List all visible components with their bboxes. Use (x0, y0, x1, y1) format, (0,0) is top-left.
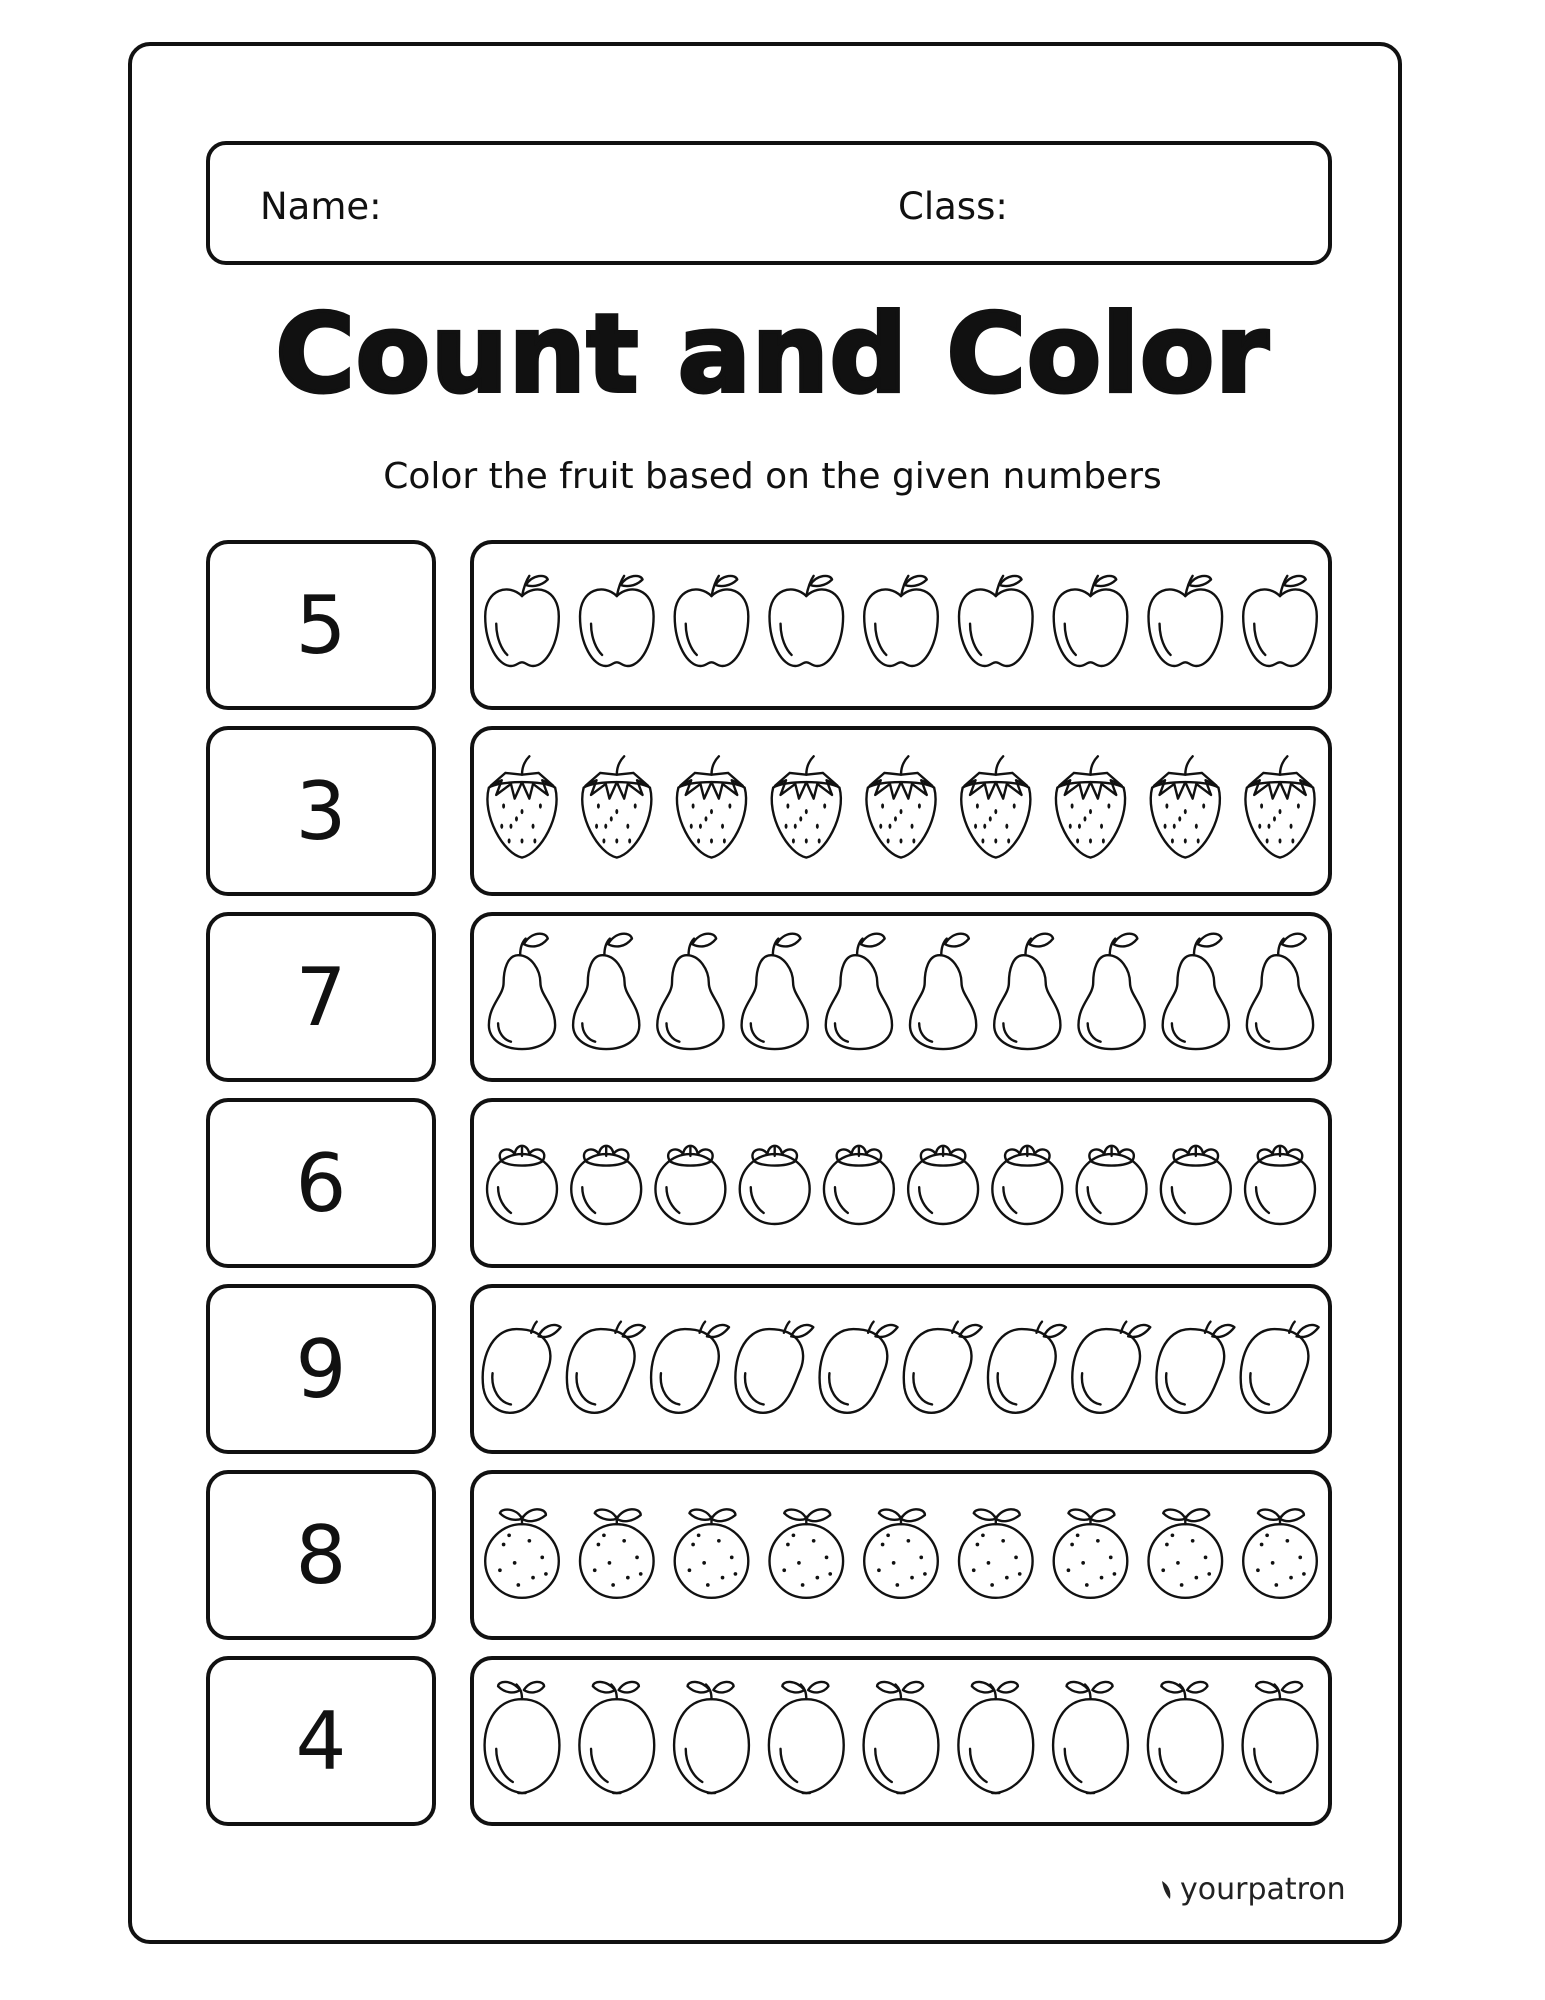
apple-icon[interactable] (770, 576, 844, 666)
pear-icon[interactable] (489, 934, 555, 1049)
lemon-icon[interactable] (1243, 1682, 1318, 1793)
strawberry-icon[interactable] (1151, 756, 1220, 857)
strawberry-icon[interactable] (487, 756, 556, 857)
strawberry-icon[interactable] (582, 756, 651, 857)
fruit-box (470, 726, 1332, 896)
fruit-strip (474, 544, 1328, 706)
mango-icon[interactable] (1156, 1322, 1234, 1413)
lemon-icon[interactable] (769, 1682, 844, 1793)
number-box: 6 (206, 1098, 436, 1268)
pear-icon[interactable] (573, 934, 639, 1049)
orange-icon[interactable] (1054, 1509, 1128, 1598)
lemon-icon[interactable] (958, 1682, 1033, 1793)
pear-icon[interactable] (657, 934, 723, 1049)
pear-icon[interactable] (742, 934, 808, 1049)
strawberry-icon[interactable] (1245, 756, 1314, 857)
pear-icon[interactable] (826, 934, 892, 1049)
mangosteen-icon[interactable] (1077, 1146, 1147, 1224)
mango-icon[interactable] (567, 1322, 645, 1413)
mangosteen-icon[interactable] (1161, 1146, 1231, 1224)
mango-icon[interactable] (1072, 1322, 1150, 1413)
mangosteen-icon[interactable] (487, 1146, 557, 1224)
fruit-box (470, 912, 1332, 1082)
class-label: Class: (898, 185, 1008, 228)
fruit-box (470, 1656, 1332, 1826)
fruit-box (470, 540, 1332, 710)
mango-icon[interactable] (820, 1322, 898, 1413)
mangosteen-icon[interactable] (824, 1146, 894, 1224)
fruit-row (206, 912, 1332, 1082)
orange-icon[interactable] (675, 1509, 749, 1598)
mango-icon[interactable] (483, 1322, 561, 1413)
fruit-box (470, 1098, 1332, 1268)
lemon-icon[interactable] (485, 1682, 560, 1793)
apple-icon[interactable] (580, 576, 654, 666)
fruit-row (206, 1656, 1332, 1826)
fruit-strip (474, 1102, 1328, 1264)
pear-icon[interactable] (994, 934, 1060, 1049)
lemon-icon[interactable] (864, 1682, 939, 1793)
fruit-box (470, 1470, 1332, 1640)
mangosteen-icon[interactable] (571, 1146, 641, 1224)
mango-icon[interactable] (904, 1322, 982, 1413)
instructions: Color the fruit based on the given numbers (383, 456, 1162, 497)
mangosteen-icon[interactable] (740, 1146, 810, 1224)
fruit-row (206, 540, 1332, 710)
strawberry-icon[interactable] (772, 756, 841, 857)
number-box: 4 (206, 1656, 436, 1826)
name-label: Name: (260, 185, 382, 228)
apple-icon[interactable] (1243, 576, 1317, 666)
apple-icon[interactable] (959, 576, 1033, 666)
orange-icon[interactable] (959, 1509, 1033, 1598)
apple-icon[interactable] (485, 576, 559, 666)
mango-icon[interactable] (651, 1322, 729, 1413)
fruit-strip (474, 916, 1328, 1078)
strawberry-icon[interactable] (866, 756, 935, 857)
orange-icon[interactable] (770, 1509, 844, 1598)
fruit-strip (474, 730, 1328, 892)
orange-icon[interactable] (1149, 1509, 1223, 1598)
pear-icon[interactable] (1078, 934, 1144, 1049)
orange-icon[interactable] (1243, 1509, 1317, 1598)
apple-icon[interactable] (864, 576, 938, 666)
lemon-icon[interactable] (674, 1682, 749, 1793)
fruit-row (206, 726, 1332, 896)
mango-icon[interactable] (988, 1322, 1066, 1413)
mangosteen-icon[interactable] (1245, 1146, 1315, 1224)
number-box: 3 (206, 726, 436, 896)
fruit-row (206, 1284, 1332, 1454)
fruit-row (206, 1098, 1332, 1268)
pear-icon[interactable] (1163, 934, 1229, 1049)
apple-icon[interactable] (675, 576, 749, 666)
mango-icon[interactable] (1241, 1322, 1319, 1413)
brand-logo (1160, 1872, 1346, 1907)
orange-icon[interactable] (580, 1509, 654, 1598)
strawberry-icon[interactable] (1056, 756, 1125, 857)
name-class-box (206, 141, 1332, 265)
mangosteen-icon[interactable] (908, 1146, 978, 1224)
mango-icon[interactable] (735, 1322, 813, 1413)
fruit-row (206, 1470, 1332, 1640)
lemon-icon[interactable] (1148, 1682, 1223, 1793)
fruit-box (470, 1284, 1332, 1454)
number-box: 9 (206, 1284, 436, 1454)
fruit-strip (474, 1288, 1328, 1450)
lemon-icon[interactable] (1053, 1682, 1128, 1793)
number-box: 5 (206, 540, 436, 710)
brand-text: yourpatron (1180, 1872, 1346, 1907)
pear-icon[interactable] (1247, 934, 1313, 1049)
orange-icon[interactable] (485, 1509, 559, 1598)
orange-icon[interactable] (864, 1509, 938, 1598)
fruit-strip (474, 1660, 1328, 1822)
leaf-icon (1160, 1879, 1174, 1901)
apple-icon[interactable] (1054, 576, 1128, 666)
apple-icon[interactable] (1149, 576, 1223, 666)
number-box: 7 (206, 912, 436, 1082)
number-box: 8 (206, 1470, 436, 1640)
strawberry-icon[interactable] (961, 756, 1030, 857)
lemon-icon[interactable] (579, 1682, 654, 1793)
fruit-strip (474, 1474, 1328, 1636)
strawberry-icon[interactable] (677, 756, 746, 857)
mangosteen-icon[interactable] (992, 1146, 1062, 1224)
mangosteen-icon[interactable] (655, 1146, 725, 1224)
pear-icon[interactable] (910, 934, 976, 1049)
page-title: Count and Color (275, 292, 1270, 417)
